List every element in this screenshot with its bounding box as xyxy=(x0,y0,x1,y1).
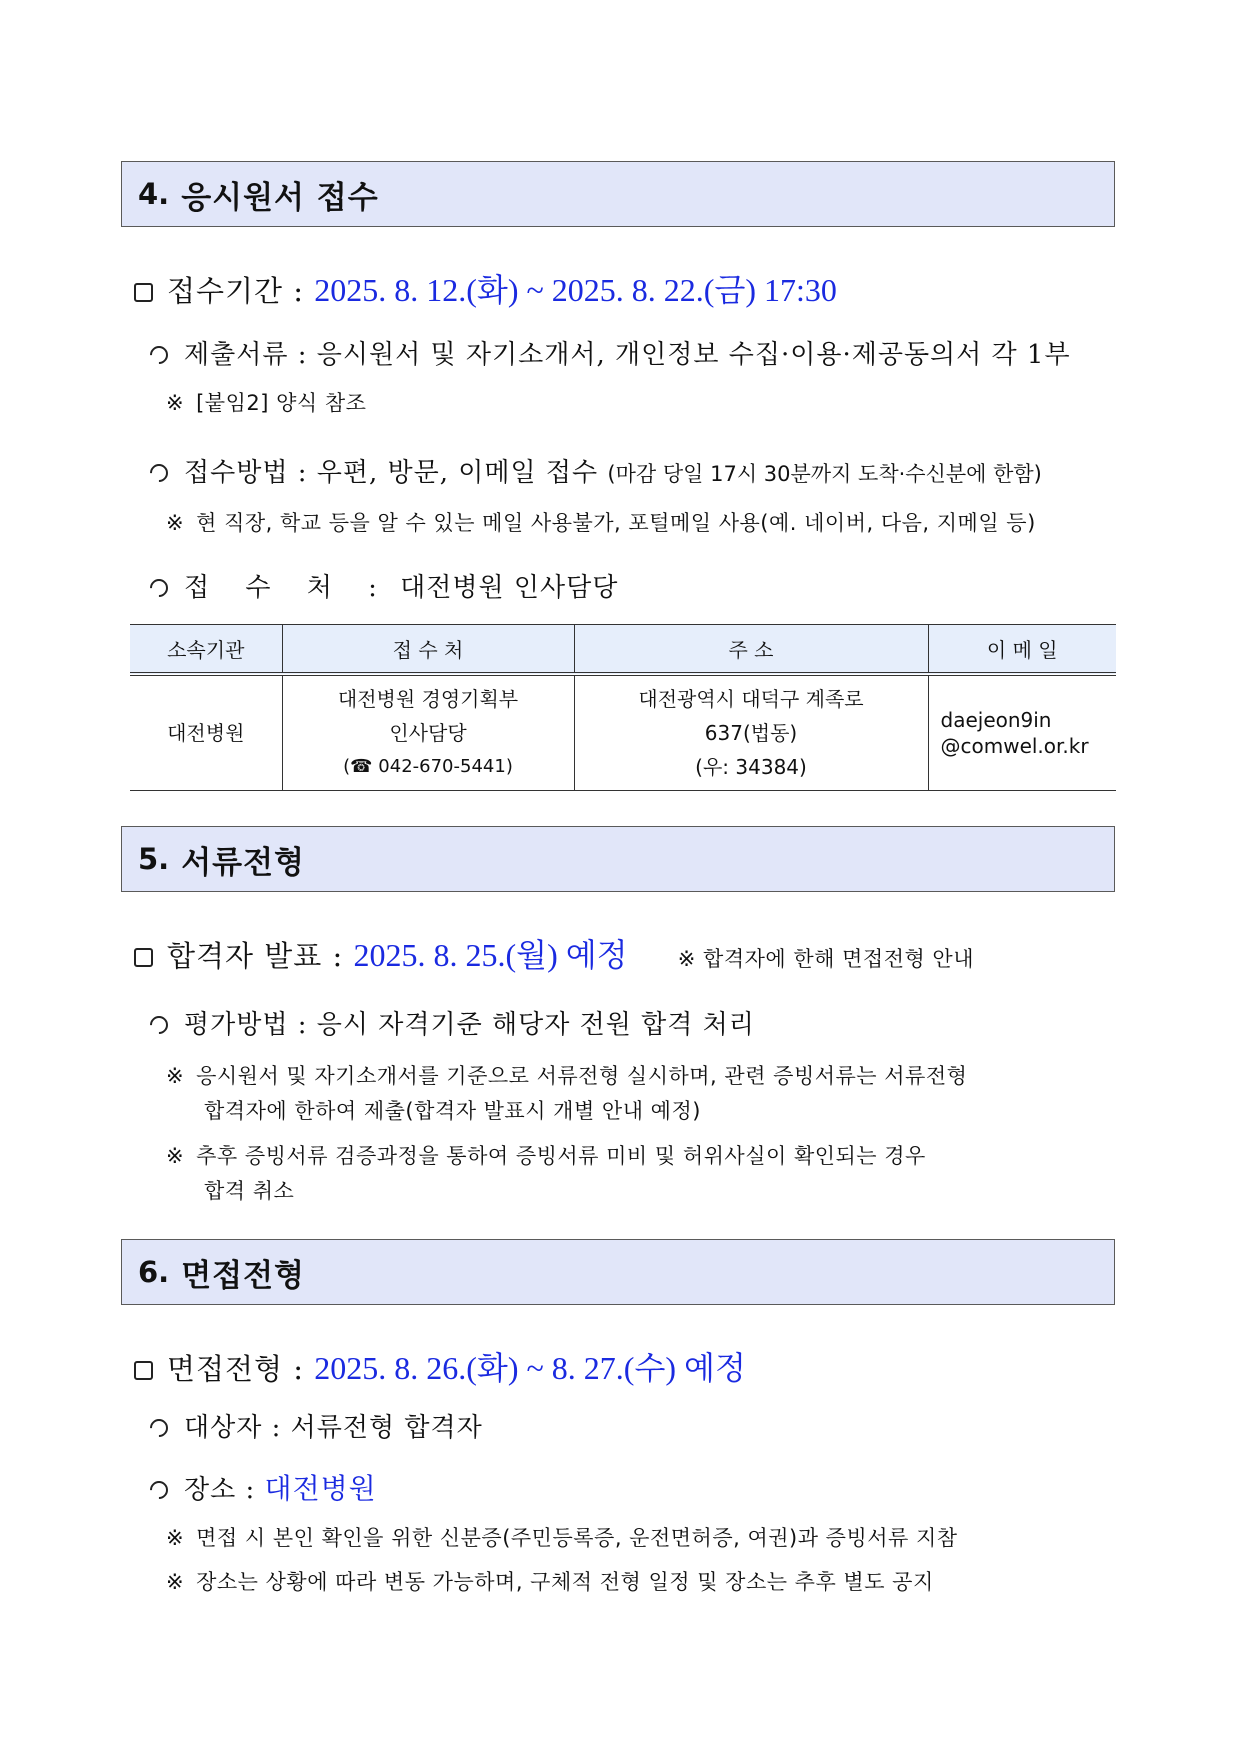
interview-value: 2025. 8. 26.(화) ~ 8. 27.(수) 예정 xyxy=(314,1350,746,1386)
period-line xyxy=(134,265,837,311)
announce-label: 합격자 발표 : xyxy=(167,939,344,973)
method-paren: (마감 당일 17시 30분까지 도착·수신분에 한함) xyxy=(607,462,1042,486)
eval-note-text: 합격 취소 xyxy=(204,1179,295,1203)
section-title: 서류전형 xyxy=(181,844,305,881)
circle-bullet-icon xyxy=(146,460,171,485)
org-cell: 대전병원 xyxy=(130,674,282,791)
table-header: 주 소 xyxy=(574,625,928,675)
period-label: 접수기간 : xyxy=(167,274,305,308)
table-header: 이 메 일 xyxy=(928,625,1116,675)
reception-table xyxy=(130,624,1116,791)
address-line: 대전광역시 대덕구 계족로 xyxy=(638,687,864,711)
table-header: 소속기관 xyxy=(130,625,282,675)
section-5-header xyxy=(121,826,1115,892)
circle-bullet-icon xyxy=(146,1477,171,1502)
target-value: 서류전형 합격자 xyxy=(290,1413,483,1443)
docs-label: 제출서류 : xyxy=(184,340,308,370)
interview-label: 면접전형 : xyxy=(167,1352,305,1386)
interview-line xyxy=(134,1343,746,1389)
venue-note-2 xyxy=(166,1566,934,1596)
reference-mark-icon: ※ xyxy=(166,1570,185,1594)
method-note-text: 현 직장, 학교 등을 알 수 있는 메일 사용불가, 포털메일 사용(예. 네이버, 다음, 지메일 등) xyxy=(196,511,1036,535)
office-phone: (☎ 042-670-5441) xyxy=(343,756,513,777)
eval-note-2 xyxy=(166,1140,926,1170)
checkbox-square-icon xyxy=(134,283,153,302)
method-label: 접수방법 : xyxy=(184,458,308,488)
section-6-header xyxy=(121,1239,1115,1305)
venue-line xyxy=(150,1467,377,1507)
announce-value: 2025. 8. 25.(월) 예정 xyxy=(353,937,628,973)
section-4-header xyxy=(121,161,1115,227)
announce-note: ※ 합격자에 한해 면접전형 안내 xyxy=(677,947,975,971)
eval-note-text: 응시원서 및 자기소개서를 기준으로 서류전형 실시하며, 관련 증빙서류는 서류전형 xyxy=(196,1064,968,1088)
reference-mark-icon: ※ xyxy=(166,1526,185,1550)
period-value: 2025. 8. 12.(화) ~ 2025. 8. 22.(금) 17:30 xyxy=(314,272,837,308)
circle-bullet-icon xyxy=(146,1415,171,1440)
eval-note-text: 추후 증빙서류 검증과정을 통하여 증빙서류 미비 및 허위사실이 확인되는 경우 xyxy=(196,1144,926,1168)
eval-line xyxy=(150,1004,755,1041)
section-number: 5. xyxy=(138,842,170,876)
target-line xyxy=(150,1407,483,1444)
reference-mark-icon: ※ xyxy=(166,1064,185,1088)
email-line: daejeon9in xyxy=(940,708,1052,732)
docs-value: 응시원서 및 자기소개서, 개인정보 수집·이용·제공동의서 각 1부 xyxy=(316,340,1071,370)
checkbox-square-icon xyxy=(134,948,153,967)
address-cell xyxy=(574,674,928,791)
eval-note-1 xyxy=(166,1060,967,1090)
email-line: @comwel.or.kr xyxy=(940,734,1089,758)
place-line xyxy=(150,567,618,604)
address-line: 637(법동) xyxy=(704,721,798,745)
venue-note-1 xyxy=(166,1522,958,1552)
checkbox-square-icon xyxy=(134,1361,153,1380)
section-number: 6. xyxy=(138,1255,170,1289)
docs-note-text: [붙임2] 양식 참조 xyxy=(196,391,367,415)
venue-note-text: 면접 시 본인 확인을 위한 신분증(주민등록증, 운전면허증, 여권)과 증빙서류 지참 xyxy=(196,1526,958,1550)
circle-bullet-icon xyxy=(146,342,171,367)
eval-note-text: 합격자에 한하여 제출(합격자 발표시 개별 안내 예정) xyxy=(204,1099,701,1123)
office-line: 인사담당 xyxy=(389,721,467,745)
docs-note xyxy=(166,387,366,417)
reference-mark-icon: ※ xyxy=(166,391,185,415)
target-label: 대상자 : xyxy=(184,1413,282,1443)
method-note xyxy=(166,507,1036,537)
eval-note-1-cont xyxy=(204,1095,701,1125)
announce-line xyxy=(134,930,974,976)
office-line: 대전병원 경영기획부 xyxy=(337,687,519,711)
place-value: 대전병원 인사담당 xyxy=(400,573,619,603)
office-cell xyxy=(282,674,574,791)
table-header: 접 수 처 xyxy=(282,625,574,675)
address-postcode: (우: 34384) xyxy=(695,755,807,779)
method-line xyxy=(150,452,1042,489)
section-number: 4. xyxy=(138,177,170,211)
table-header-row xyxy=(130,625,1116,675)
venue-note-text: 장소는 상황에 따라 변동 가능하며, 구체적 전형 일정 및 장소는 추후 별도 공지 xyxy=(196,1570,934,1594)
eval-note-2-cont xyxy=(204,1175,294,1205)
section-title: 응시원서 접수 xyxy=(181,179,379,216)
email-cell xyxy=(928,674,1116,791)
method-value: 우편, 방문, 이메일 접수 xyxy=(316,458,599,488)
docs-line xyxy=(150,334,1071,371)
reference-mark-icon: ※ xyxy=(166,1144,185,1168)
circle-bullet-icon xyxy=(146,1012,171,1037)
reference-mark-icon: ※ xyxy=(166,511,185,535)
eval-label: 평가방법 : xyxy=(184,1010,308,1040)
place-label: 접 수 처 : xyxy=(184,573,391,603)
section-title: 면접전형 xyxy=(181,1257,305,1294)
venue-label: 장소 : xyxy=(184,1475,256,1505)
table-row xyxy=(130,674,1116,791)
circle-bullet-icon xyxy=(146,575,171,600)
eval-value: 응시 자격기준 해당자 전원 합격 처리 xyxy=(316,1010,755,1040)
venue-value: 대전병원 xyxy=(264,1472,377,1505)
